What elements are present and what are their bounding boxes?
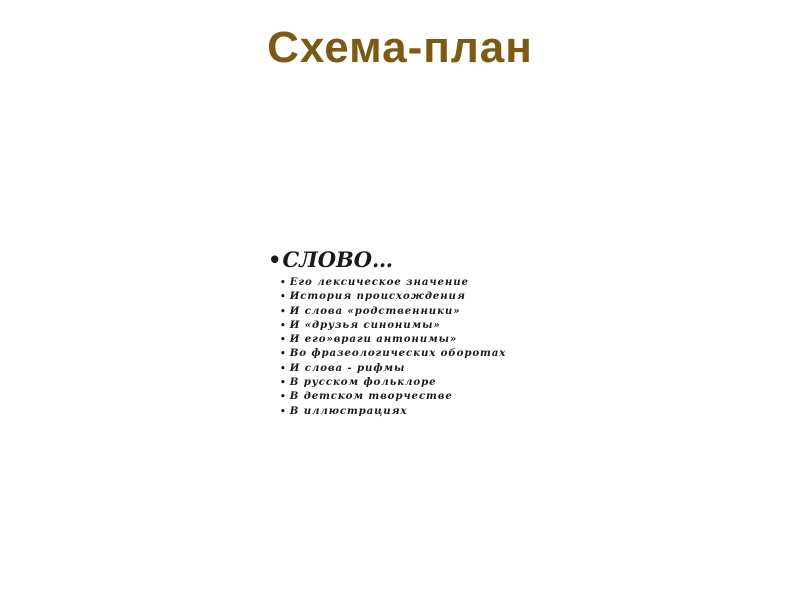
main-bullet-item [268,246,568,274]
list-item-label: Во фразеологических оборотах [289,347,507,360]
list-item-label: В русском фольклоре [289,376,437,389]
list-item-label: История происхождения [289,290,466,303]
bullet-icon: • [280,363,286,374]
list-item-label: В детском творчестве [289,390,453,403]
bullet-icon: • [280,320,286,331]
sub-list [280,276,568,419]
list-item-label: В иллюстрациях [289,404,408,417]
list-item [280,290,568,304]
list-item [280,276,568,290]
list-item [280,319,568,333]
list-item-label: И слова «родственники» [289,304,461,317]
list-item [280,390,568,404]
list-item [280,305,568,319]
list-item-label: И слова - рифмы [289,361,406,374]
bullet-icon: • [280,392,286,403]
list-item [280,405,568,419]
bullet-icon: • [280,406,286,417]
bullet-icon: • [280,378,286,389]
slide-content [268,246,568,419]
list-item-label: И его»враги антонимы» [289,333,458,346]
list-item [280,376,568,390]
bullet-icon: • [280,306,286,317]
bullet-icon: • [280,278,286,288]
slide-title: Схема-план [267,23,533,72]
bullet-icon: • [280,349,286,360]
bullet-icon: • [280,335,286,346]
list-item [280,333,568,347]
bullet-icon: • [268,247,282,272]
list-item-label: Его лексическое значение [289,276,469,288]
bullet-icon: • [280,292,286,303]
list-item [280,362,568,376]
list-item-label: И «друзья синонимы» [289,318,441,331]
list-item [280,347,568,361]
main-item-label: СЛОВО… [282,247,394,272]
